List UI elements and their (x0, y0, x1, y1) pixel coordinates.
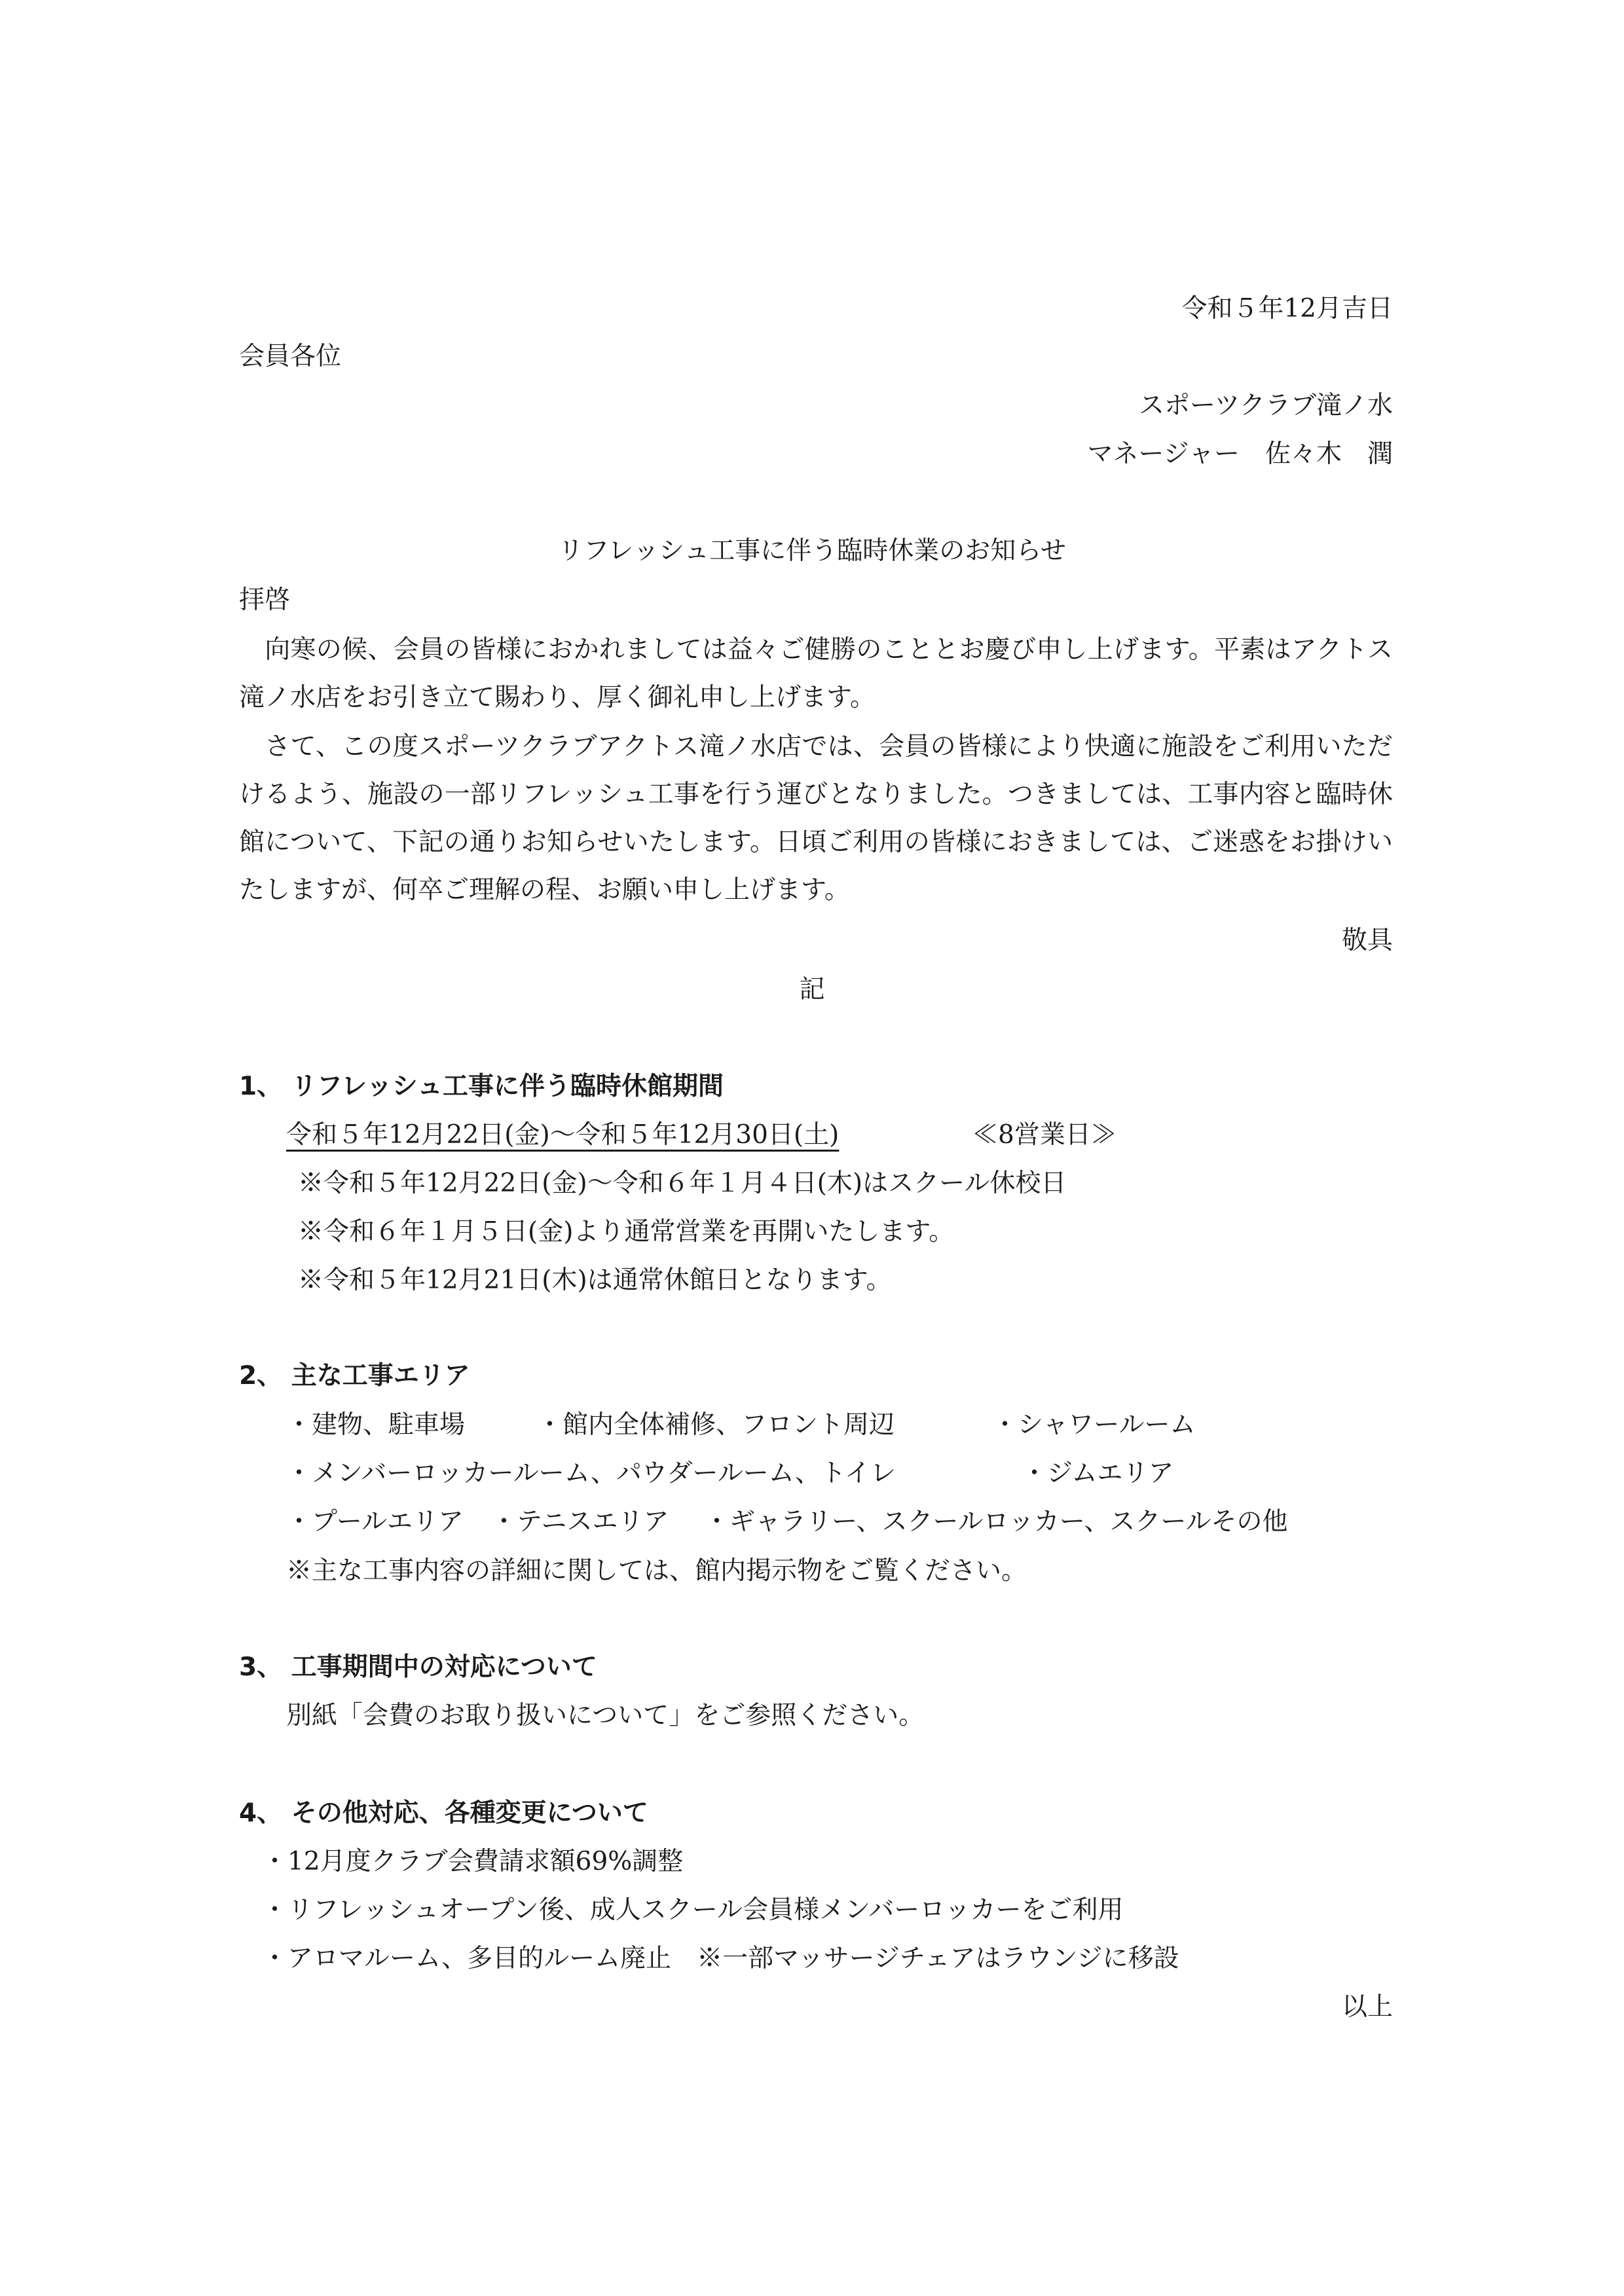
area-item: ・プールエリア (286, 1507, 464, 1537)
closing-ijou: 以上 (1341, 1992, 1393, 2022)
area-item: ・ギャラリー、スクールロッカー、スクールその他 (704, 1507, 1288, 1537)
note-reopen: ※令和６年１月５日(金)より通常営業を再開いたします。 (298, 1217, 955, 1247)
area-item: ・テニスエリア (491, 1507, 669, 1537)
section-2-heading: 2、 主な工事エリア (239, 1361, 470, 1391)
area-item: ・シャワールーム (992, 1410, 1196, 1440)
area-item: ・メンバーロッカールーム、パウダールーム、トイレ (286, 1459, 896, 1488)
salutation-open: 拝啓 (239, 585, 291, 615)
recipient: 会員各位 (239, 342, 342, 371)
change-item: ・リフレッシュオープン後、成人スクール会員様メンバーロッカーをご利用 (262, 1895, 1124, 1925)
change-item: ・アロマルーム、多目的ルーム廃止 ※一部マッサージチェアはラウンジに移設 (262, 1944, 1179, 1973)
closure-period: 令和５年12月22日(金)～令和５年12月30日(土) (286, 1120, 840, 1150)
note-school-closure: ※令和５年12月22日(金)～令和６年１月４日(木)はスクール休校日 (298, 1169, 1067, 1198)
salutation-close: 敬具 (1341, 926, 1393, 955)
sender-organization: スポーツクラブ滝ノ水 (1138, 391, 1393, 420)
ki-heading: 記 (799, 975, 825, 1004)
change-item: ・12月度クラブ会費請求額69%調整 (262, 1847, 684, 1876)
document-title: リフレッシュ工事に伴う臨時休業のお知らせ (557, 536, 1067, 566)
body-paragraph-1: 向寒の候、会員の皆様におかれましては益々ご健勝のこととお慶び申し上げます。平素はアクトス滝ノ水店をお引き立て賜わり、厚く御礼申し上げます。 (239, 635, 1393, 712)
note-regular-holiday: ※令和５年12月21日(木)は通常休館日となります。 (298, 1266, 892, 1295)
document-date: 令和５年12月吉日 (1181, 294, 1393, 323)
area-note: ※主な工事内容の詳細に関しては、館内掲示物をご覧ください。 (286, 1556, 1027, 1586)
area-item: ・ジムエリア (1022, 1459, 1174, 1488)
section-3-heading: 3、 工事期間中の対応について (239, 1652, 597, 1682)
section-3-text: 別紙「会費のお取り扱いについて」をご参照ください。 (286, 1701, 925, 1730)
body-paragraph-2: さて、この度スポーツクラブアクトス滝ノ水店では、会員の皆様により快適に施設をご利用いただけるよう、施設の一部リフレッシュ工事を行う運びとなりました。つきましては、工事内容と臨時休館について、下記の通りお知らせいたします。日頃ご利用の皆様におきましては、ご迷惑をお掛けいたしますが、何卒ご理解の程、お願い申し上げます。 (239, 732, 1393, 905)
area-item: ・館内全体補修、フロント周辺 (537, 1410, 895, 1440)
business-days: ≪8営業日≫ (972, 1120, 1116, 1150)
sender-name: マネージャー 佐々木 潤 (1087, 439, 1393, 469)
area-item: ・建物、駐車場 (286, 1410, 466, 1440)
section-1-heading: 1、 リフレッシュ工事に伴う臨時休館期間 (239, 1072, 724, 1101)
section-4-heading: 4、 その他対応、各種変更について (239, 1798, 648, 1828)
